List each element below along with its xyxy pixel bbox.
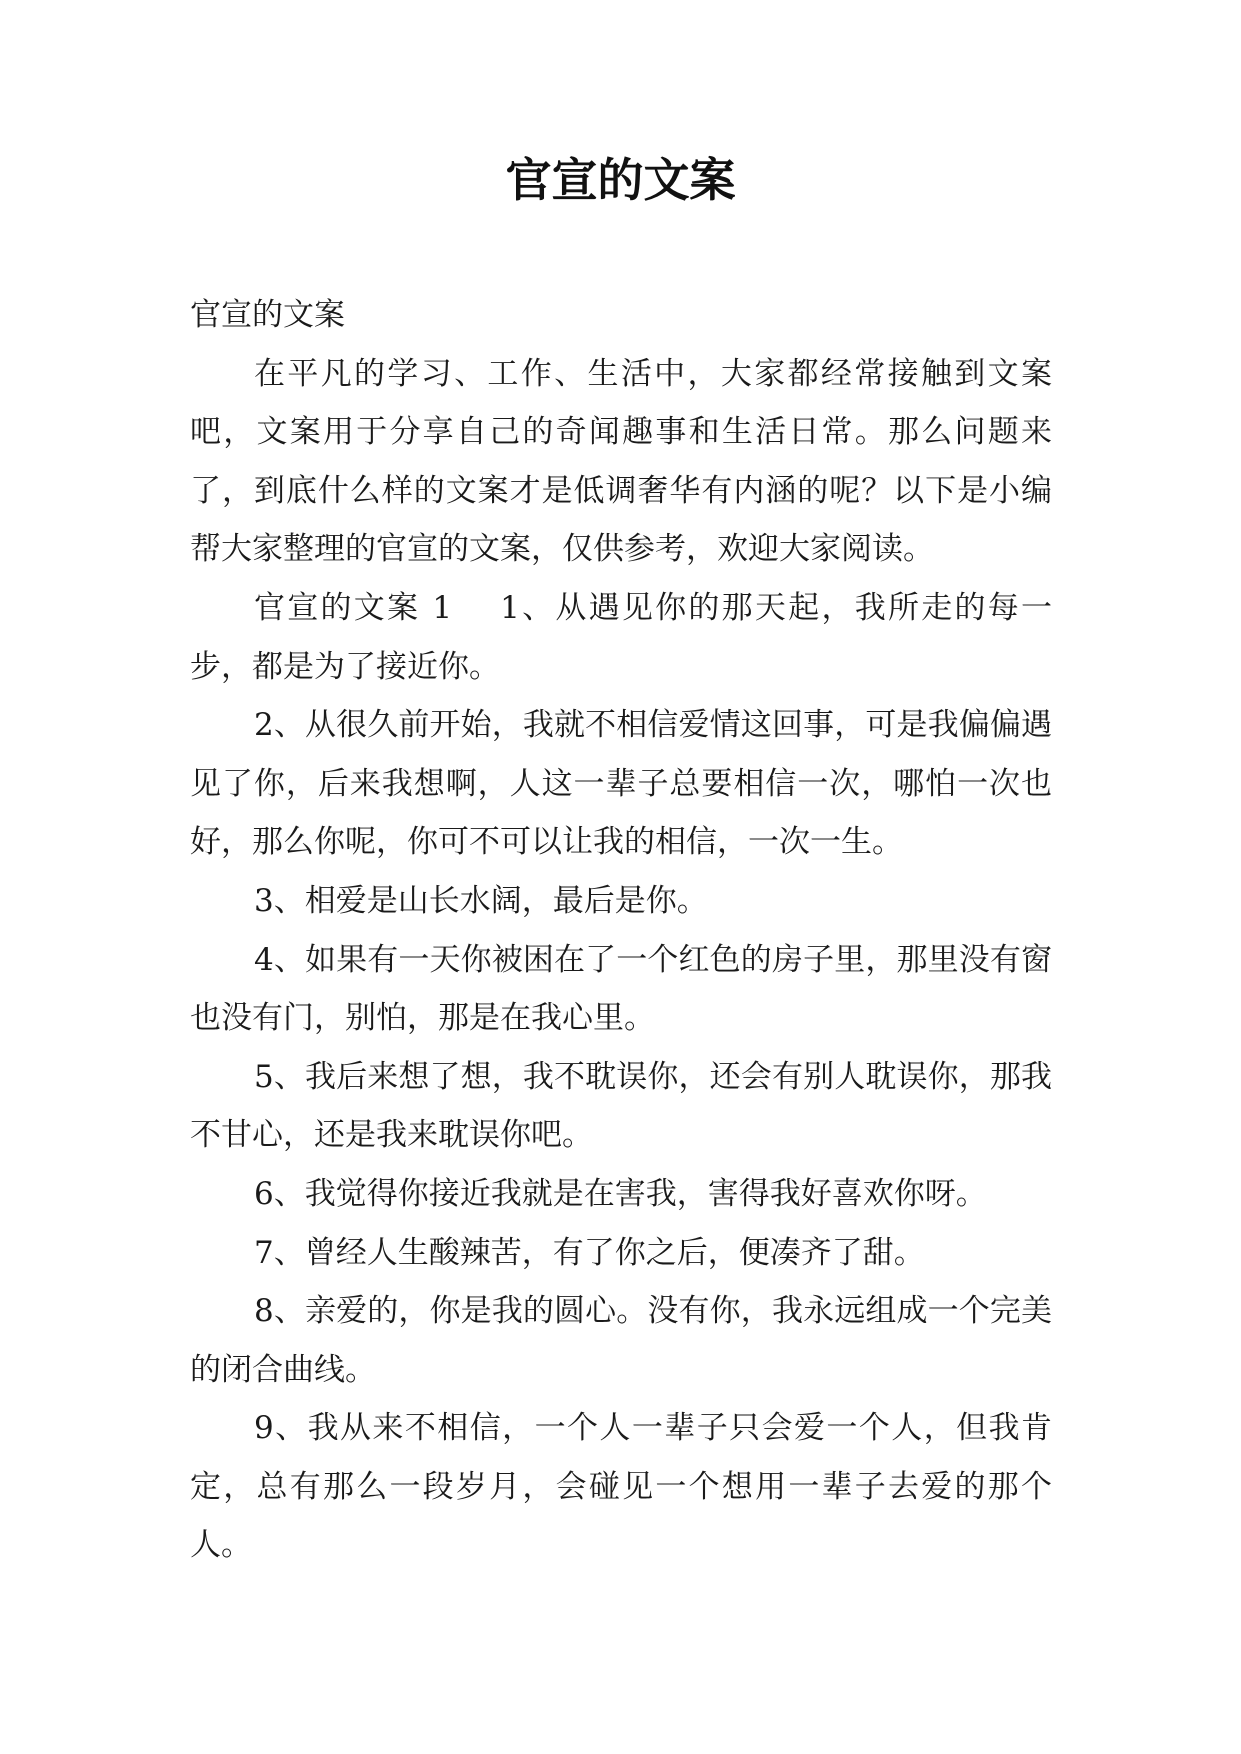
list-item-1: 1、从遇见你的那天起，我所走的每一步，都是为了接近你。: [190, 589, 1052, 685]
list-item-5: 5、我后来想了想，我不耽误你，还会有别人耽误你，那我不甘心，还是我来耽误你吧。: [190, 1058, 1052, 1154]
document-body: [190, 286, 1052, 1575]
list-item-3: 3、相爱是山长水阔，最后是你。: [254, 882, 708, 919]
document-title: 官宣的文案: [505, 153, 736, 207]
list-item-6: 6、我觉得你接近我就是在害我，害得我好喜欢你呀。: [254, 1175, 987, 1212]
list-item-4: 4、如果有一天你被困在了一个红色的房子里，那里没有窗也没有门，别怕，那是在我心里。: [190, 941, 1052, 1037]
intro-paragraph: 在平凡的学习、工作、生活中，大家都经常接触到文案吧，文案用于分享自己的奇闻趣事和生活日常。那么问题来了，到底什么样的文案才是低调奢华有内涵的呢？以下是小编帮大家整理的官宣的文案，仅供参考，欢迎大家阅读。: [190, 355, 1052, 568]
section-heading: 官宣的文案 1: [254, 589, 453, 626]
list-item-9: 9、我从来不相信，一个人一辈子只会爱一个人，但我肯定，总有那么一段岁月，会碰见一个想用一辈子去爱的那个人。: [190, 1410, 1052, 1564]
list-item-8: 8、亲爱的，你是我的圆心。没有你，我永远组成一个完美的闭合曲线。: [190, 1293, 1052, 1388]
list-item-7: 7、曾经人生酸辣苦，有了你之后，便凑齐了甜。: [254, 1234, 925, 1271]
document-subtitle: 官宣的文案: [190, 297, 345, 333]
section-paragraph: [190, 579, 1052, 696]
list-item-2: 2、从很久前开始，我就不相信爱情这回事，可是我偏偏遇见了你，后来我想啊，人这一辈子总要相信一次，哪怕一次也好，那么你呢，你可不可以让我的相信，一次一生。: [190, 707, 1052, 861]
